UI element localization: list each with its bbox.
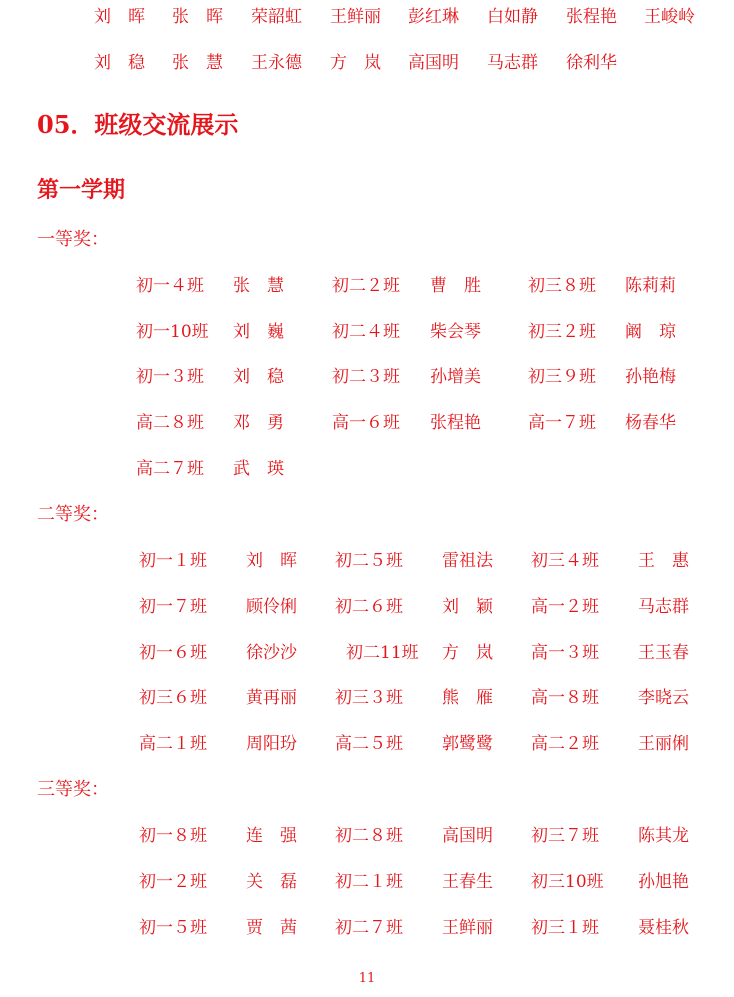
class-cell: 高二７班 <box>136 459 204 479</box>
name-cell: 方 岚 <box>442 643 493 663</box>
name-cell: 白如静 <box>487 7 538 27</box>
name-cell: 张 慧 <box>172 53 223 73</box>
name-cell: 马志群 <box>487 53 538 73</box>
class-cell: 高二５班 <box>335 734 403 754</box>
name-cell: 王永德 <box>251 53 302 73</box>
class-cell: 初一２班 <box>139 872 207 892</box>
class-cell: 高一２班 <box>531 597 599 617</box>
name-cell: 连 强 <box>246 826 297 846</box>
name-cell: 荣韶虹 <box>251 7 302 27</box>
name-cell: 周阳玢 <box>246 734 297 754</box>
name-cell: 张程艳 <box>430 413 481 433</box>
section-title: 05．班级交流展示 <box>37 110 239 139</box>
name-cell: 王 惠 <box>638 551 689 571</box>
class-cell: 初二５班 <box>335 551 403 571</box>
second-prize-label: 二等奖： <box>37 504 109 525</box>
name-cell: 孙旭艳 <box>638 872 689 892</box>
name-cell: 高国明 <box>442 826 493 846</box>
class-cell: 初二４班 <box>332 322 400 342</box>
name-cell: 彭红琳 <box>408 7 459 27</box>
class-cell: 初三10班 <box>531 872 604 892</box>
class-cell: 初一10班 <box>136 322 209 342</box>
term-title: 第一学期 <box>37 177 126 203</box>
name-cell: 曹 胜 <box>430 276 481 296</box>
name-cell: 徐利华 <box>566 53 617 73</box>
class-cell: 初二６班 <box>335 597 403 617</box>
name-cell: 黄再丽 <box>246 688 297 708</box>
name-cell: 张 慧 <box>233 276 284 296</box>
name-cell: 刘 稳 <box>233 367 284 387</box>
name-cell: 孙艳梅 <box>625 367 676 387</box>
name-cell: 武 瑛 <box>233 459 284 479</box>
class-cell: 高一３班 <box>531 643 599 663</box>
name-cell: 王丽俐 <box>638 734 689 754</box>
name-cell: 关 磊 <box>246 872 297 892</box>
page-number: 11 <box>358 971 376 986</box>
class-cell: 初三３班 <box>335 688 403 708</box>
name-cell: 顾伶俐 <box>246 597 297 617</box>
first-prize-label: 一等奖： <box>37 229 109 250</box>
class-cell: 初一８班 <box>139 826 207 846</box>
class-cell: 初二８班 <box>335 826 403 846</box>
name-cell: 陈莉莉 <box>625 276 676 296</box>
class-cell: 高二１班 <box>139 734 207 754</box>
class-cell: 初二３班 <box>332 367 400 387</box>
class-cell: 初三１班 <box>531 918 599 938</box>
class-cell: 初一５班 <box>139 918 207 938</box>
name-cell: 熊 雁 <box>442 688 493 708</box>
name-cell: 王峻岭 <box>644 7 695 27</box>
name-cell: 马志群 <box>638 597 689 617</box>
class-cell: 高一８班 <box>531 688 599 708</box>
name-cell: 郭鹭鹭 <box>442 734 493 754</box>
name-cell: 刘 巍 <box>233 322 284 342</box>
class-cell: 初二２班 <box>332 276 400 296</box>
name-cell: 雷祖法 <box>442 551 493 571</box>
class-cell: 初三７班 <box>531 826 599 846</box>
class-cell: 初三６班 <box>139 688 207 708</box>
name-cell: 杨春华 <box>625 413 676 433</box>
name-cell: 刘 颖 <box>442 597 493 617</box>
name-cell: 聂桂秋 <box>638 918 689 938</box>
name-cell: 孙增美 <box>430 367 481 387</box>
class-cell: 初一３班 <box>136 367 204 387</box>
name-cell: 高国明 <box>408 53 459 73</box>
third-prize-label: 三等奖： <box>37 779 109 800</box>
class-cell: 初三２班 <box>528 322 596 342</box>
name-cell: 阚 琼 <box>625 322 676 342</box>
name-cell: 刘 晖 <box>246 551 297 571</box>
class-cell: 初一４班 <box>136 276 204 296</box>
class-cell: 初二１班 <box>335 872 403 892</box>
name-cell: 张程艳 <box>566 7 617 27</box>
name-cell: 王鲜丽 <box>330 7 381 27</box>
name-cell: 柴会琴 <box>430 322 481 342</box>
name-cell: 陈其龙 <box>638 826 689 846</box>
class-cell: 高二２班 <box>531 734 599 754</box>
class-cell: 高一６班 <box>332 413 400 433</box>
class-cell: 初一１班 <box>139 551 207 571</box>
class-cell: 初三４班 <box>531 551 599 571</box>
name-cell: 邓 勇 <box>233 413 284 433</box>
class-cell: 初二７班 <box>335 918 403 938</box>
class-cell: 初一６班 <box>139 643 207 663</box>
name-cell: 贾 茜 <box>246 918 297 938</box>
name-cell: 张 晖 <box>172 7 223 27</box>
class-cell: 高二８班 <box>136 413 204 433</box>
name-cell: 王春生 <box>442 872 493 892</box>
class-cell: 初三８班 <box>528 276 596 296</box>
name-cell: 方 岚 <box>330 53 381 73</box>
class-cell: 初三９班 <box>528 367 596 387</box>
class-cell: 初二11班 <box>346 643 419 663</box>
name-cell: 徐沙沙 <box>246 643 297 663</box>
class-cell: 初一７班 <box>139 597 207 617</box>
name-cell: 王玉春 <box>638 643 689 663</box>
name-cell: 王鲜丽 <box>442 918 493 938</box>
name-cell: 刘 晖 <box>94 7 145 27</box>
name-cell: 李晓云 <box>638 688 689 708</box>
class-cell: 高一７班 <box>528 413 596 433</box>
name-cell: 刘 稳 <box>94 53 145 73</box>
